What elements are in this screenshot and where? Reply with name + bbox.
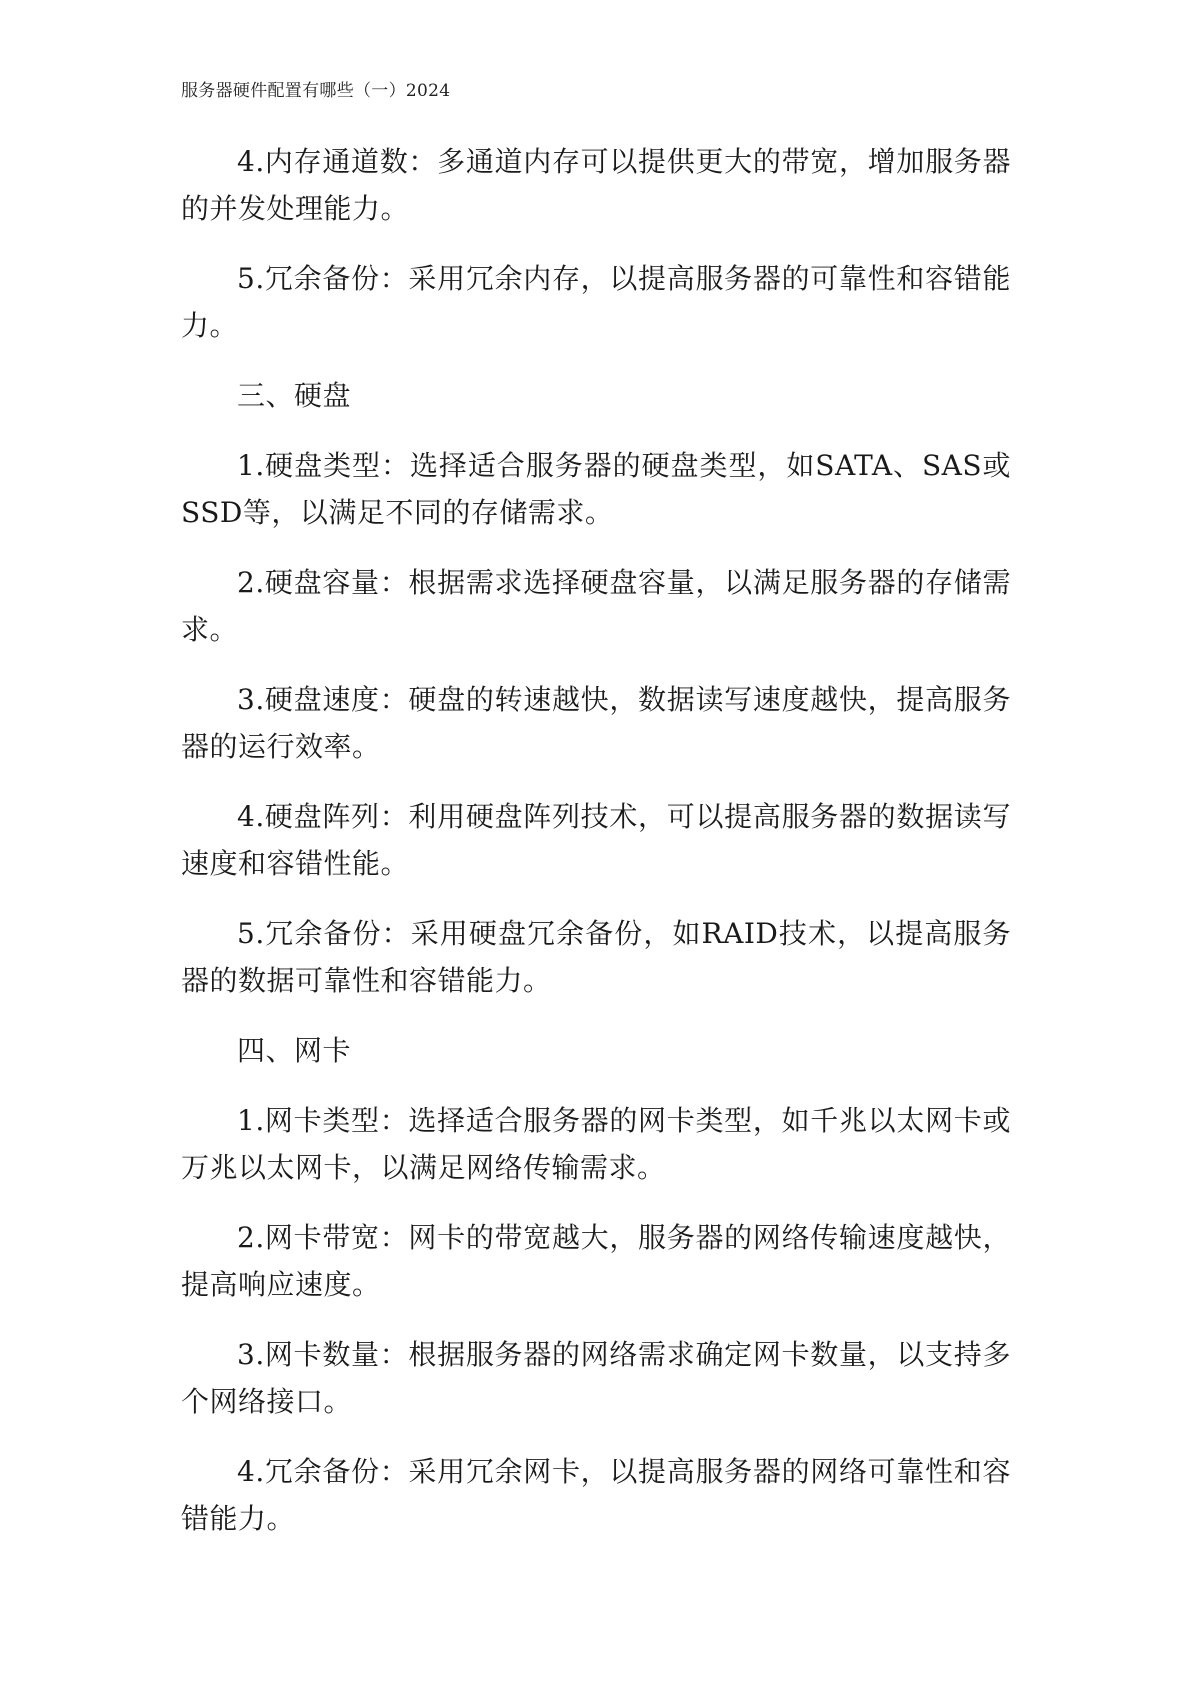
- paragraph-nic-type: 1.网卡类型：选择适合服务器的网卡类型，如千兆以太网卡或万兆以太网卡，以满足网络传输需求。: [181, 1104, 1011, 1184]
- paragraph-disk-capacity: 2.硬盘容量：根据需求选择硬盘容量，以满足服务器的存储需求。: [181, 566, 1011, 646]
- document-body: [181, 138, 1011, 1565]
- paragraph-disk-speed: 3.硬盘速度：硬盘的转速越快，数据读写速度越快，提高服务器的运行效率。: [181, 683, 1011, 763]
- paragraph-disk-redundancy: 5.冗余备份：采用硬盘冗余备份，如RAID技术，以提高服务器的数据可靠性和容错能力。: [181, 917, 1011, 997]
- paragraph-nic-redundancy: 4.冗余备份：采用冗余网卡，以提高服务器的网络可靠性和容错能力。: [181, 1455, 1011, 1535]
- paragraph-disk-array: 4.硬盘阵列：利用硬盘阵列技术，可以提高服务器的数据读写速度和容错性能。: [181, 800, 1011, 880]
- paragraph-memory-redundancy: 5.冗余备份：采用冗余内存，以提高服务器的可靠性和容错能力。: [181, 262, 1011, 342]
- paragraph-nic-count: 3.网卡数量：根据服务器的网络需求确定网卡数量，以支持多个网络接口。: [181, 1338, 1011, 1418]
- page-header-title: 服务器硬件配置有哪些（一）2024: [181, 81, 451, 101]
- paragraph-memory-channels: 4.内存通道数：多通道内存可以提供更大的带宽，增加服务器的并发处理能力。: [181, 145, 1011, 225]
- section-heading-nic: 四、网卡: [237, 1034, 352, 1067]
- section-heading-hard-disk: 三、硬盘: [237, 379, 352, 412]
- paragraph-disk-type: 1.硬盘类型：选择适合服务器的硬盘类型，如SATA、SAS或SSD等，以满足不同的存储需求。: [181, 449, 1011, 529]
- paragraph-nic-bandwidth: 2.网卡带宽：网卡的带宽越大，服务器的网络传输速度越快，提高响应速度。: [181, 1221, 1011, 1301]
